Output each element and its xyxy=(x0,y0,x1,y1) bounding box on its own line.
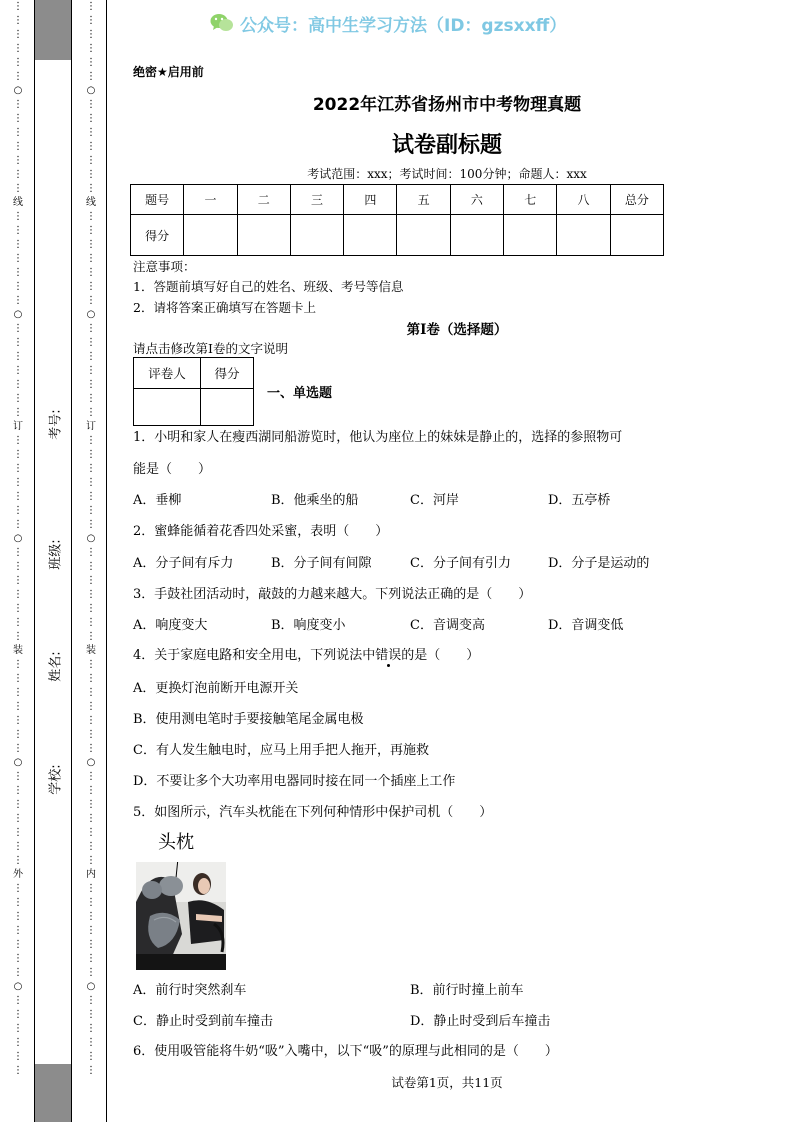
question-3: 3．手鼓社团活动时，敲鼓的力越来越大。下列说法正确的是（ ） xyxy=(133,587,532,602)
q1-option-d[interactable]: D．五亭桥 xyxy=(548,493,611,508)
binding-dot: ⋮ xyxy=(13,113,23,124)
binding-dot: ⋮ xyxy=(13,239,23,250)
binding-dot: ⋮ xyxy=(86,631,96,642)
binding-dot: ⋮ xyxy=(13,463,23,474)
binding-circle: ○ xyxy=(13,85,23,96)
binding-dot: ⋮ xyxy=(13,337,23,348)
score-header-cell: 四 xyxy=(344,185,397,215)
binding-dot: ⋮ xyxy=(86,785,96,796)
binding-dot: ⋮ xyxy=(86,295,96,306)
binding-dot: ⋮ xyxy=(13,435,23,446)
binding-dot: ⋮ xyxy=(13,841,23,852)
q2-option-b[interactable]: B．分子间有间隙 xyxy=(271,556,372,571)
binding-dot: ⋮ xyxy=(86,617,96,628)
binding-dot: ⋮ xyxy=(86,281,96,292)
q4-option-d[interactable]: D．不要让多个大功率用电器同时接在同一个插座上工作 xyxy=(133,774,456,789)
question-2: 2．蜜蜂能循着花香四处采蜜，表明（ ） xyxy=(133,524,389,539)
binding-dot: ⋮ xyxy=(86,939,96,950)
binding-dot: ⋮ xyxy=(86,687,96,698)
binding-dot: ⋮ xyxy=(13,617,23,628)
binding-dot: ⋮ xyxy=(86,1,96,12)
binding-dot: ⋮ xyxy=(13,169,23,180)
binding-circle: ○ xyxy=(13,981,23,992)
binding-dot: ⋮ xyxy=(13,393,23,404)
binding-dot: ⋮ xyxy=(13,939,23,950)
binding-dot: ⋮ xyxy=(13,519,23,530)
binding-dot: ⋮ xyxy=(86,365,96,376)
score-cell[interactable] xyxy=(610,215,663,256)
q5-option-b[interactable]: B．前行时撞上前车 xyxy=(410,983,524,998)
q4-option-b[interactable]: B．使用测电笔时手要接触笔尾金属电极 xyxy=(133,712,364,727)
question-1-line-2: 能是（ ） xyxy=(133,462,212,477)
binding-dot: ⋮ xyxy=(13,1,23,12)
binding-dot: ⋮ xyxy=(86,995,96,1006)
binding-dot: ⋮ xyxy=(86,113,96,124)
binding-dot: ⋮ xyxy=(86,561,96,572)
binding-dot: ⋮ xyxy=(86,883,96,894)
binding-dot: ⋮ xyxy=(13,267,23,278)
q5-option-a[interactable]: A．前行时突然刹车 xyxy=(133,983,247,998)
q2-option-a[interactable]: A．分子间有斥力 xyxy=(133,556,234,571)
binding-dot: ⋮ xyxy=(86,547,96,558)
score-cell[interactable] xyxy=(450,215,503,256)
binding-dot: ⋮ xyxy=(86,379,96,390)
grader-cell[interactable] xyxy=(134,389,201,426)
section-title: 第I卷（选择题） xyxy=(406,322,508,338)
secret-label: 绝密★启用前 xyxy=(133,65,204,79)
score-header-cell: 题号 xyxy=(131,185,184,215)
score-cell[interactable] xyxy=(504,215,557,256)
binding-mark: 订 xyxy=(86,421,96,432)
binding-dot: ⋮ xyxy=(86,911,96,922)
binding-dot: ⋮ xyxy=(13,925,23,936)
binding-dot: ⋮ xyxy=(13,1037,23,1048)
binding-dot: ⋮ xyxy=(13,449,23,460)
binding-dot: ⋮ xyxy=(86,169,96,180)
binding-dot: ⋮ xyxy=(13,225,23,236)
binding-dot: ⋮ xyxy=(86,127,96,138)
q4-option-a[interactable]: A．更换灯泡前断开电源开关 xyxy=(133,681,299,696)
question-5: 5．如图所示，汽车头枕能在下列何种情形中保护司机（ ） xyxy=(133,805,493,820)
binding-dot: ⋮ xyxy=(86,715,96,726)
figure-label-headrest: 头枕 xyxy=(158,832,194,853)
binding-dot: ⋮ xyxy=(13,407,23,418)
binding-dot: ⋮ xyxy=(86,1051,96,1062)
exam-info: 考试范围：xxx；考试时间：100分钟；命题人：xxx xyxy=(307,167,587,181)
binding-dot: ⋮ xyxy=(86,827,96,838)
binding-dot: ⋮ xyxy=(13,477,23,488)
binding-dot: ⋮ xyxy=(13,715,23,726)
grader-header: 得分 xyxy=(201,358,254,389)
binding-dot: ⋮ xyxy=(13,547,23,558)
binding-dot: ⋮ xyxy=(86,71,96,82)
binding-dot: ⋮ xyxy=(13,575,23,586)
score-header-cell: 总分 xyxy=(610,185,663,215)
binding-circle: ○ xyxy=(86,309,96,320)
q5-option-c[interactable]: C．静止时受到前车撞击 xyxy=(133,1014,273,1029)
part-title: 一、单选题 xyxy=(267,386,333,401)
binding-dot: ⋮ xyxy=(13,1023,23,1034)
binding-dot: ⋮ xyxy=(86,673,96,684)
binding-dot: ⋮ xyxy=(86,337,96,348)
question-4 xyxy=(133,648,479,664)
binding-dot: ⋮ xyxy=(86,435,96,446)
binding-dot: ⋮ xyxy=(86,729,96,740)
field-class: 班级: xyxy=(48,539,64,570)
binding-dot: ⋮ xyxy=(86,841,96,852)
binding-mark: 装 xyxy=(86,645,96,656)
binding-dot: ⋮ xyxy=(86,1037,96,1048)
binding-dot: ⋮ xyxy=(86,477,96,488)
binding-dot: ⋮ xyxy=(86,603,96,614)
binding-dot: ⋮ xyxy=(86,953,96,964)
grader-header: 评卷人 xyxy=(134,358,201,389)
binding-mark: 线 xyxy=(13,197,23,208)
binding-dot: ⋮ xyxy=(13,141,23,152)
score-header-cell: 五 xyxy=(397,185,450,215)
binding-dot: ⋮ xyxy=(86,43,96,54)
q3-option-d[interactable]: D．音调变低 xyxy=(548,618,624,633)
q5-option-d[interactable]: D．静止时受到后车撞击 xyxy=(410,1014,551,1029)
binding-dot: ⋮ xyxy=(13,659,23,670)
score-cell[interactable] xyxy=(290,215,343,256)
score-cell[interactable] xyxy=(184,215,237,256)
question-1-line-1: 1．小明和家人在瘦西湖同船游览时，他认为座位上的妹妹是静止的，选择的参照物可 xyxy=(133,430,623,445)
score-cell[interactable] xyxy=(344,215,397,256)
binding-dot: ⋮ xyxy=(13,995,23,1006)
binding-dot: ⋮ xyxy=(86,925,96,936)
binding-dot: ⋮ xyxy=(86,351,96,362)
binding-dot: ⋮ xyxy=(13,71,23,82)
binding-dot: ⋮ xyxy=(13,785,23,796)
binding-dot: ⋮ xyxy=(86,463,96,474)
binding-circle: ○ xyxy=(13,533,23,544)
binding-dot: ⋮ xyxy=(13,771,23,782)
binding-dot: ⋮ xyxy=(13,15,23,26)
watermark xyxy=(210,10,610,36)
q1-option-c[interactable]: C．河岸 xyxy=(410,493,459,508)
binding-mark: 订 xyxy=(13,421,23,432)
binding-dot: ⋮ xyxy=(86,1023,96,1034)
binding-grey-top xyxy=(35,0,71,60)
binding-dot: ⋮ xyxy=(13,729,23,740)
q1-option-a[interactable]: A．垂柳 xyxy=(133,493,182,508)
binding-dot: ⋮ xyxy=(86,575,96,586)
exam-title: 2022年江苏省扬州市中考物理真题 xyxy=(312,95,582,115)
binding-dot: ⋮ xyxy=(13,743,23,754)
binding-dot: ⋮ xyxy=(13,911,23,922)
score-table xyxy=(130,184,664,256)
binding-dot: ⋮ xyxy=(13,57,23,68)
binding-circle: ○ xyxy=(86,533,96,544)
score-cell[interactable] xyxy=(397,215,450,256)
binding-dot: ⋮ xyxy=(86,659,96,670)
binding-dot: ⋮ xyxy=(13,365,23,376)
score-header-cell: 八 xyxy=(557,185,610,215)
binding-dot: ⋮ xyxy=(13,43,23,54)
binding-dot: ⋮ xyxy=(86,491,96,502)
score-row-label: 得分 xyxy=(131,215,184,256)
section-hint: 请点击修改第I卷的文字说明 xyxy=(133,341,288,356)
score-table-score-row xyxy=(131,215,664,256)
page-footer: 试卷第1页，共11页 xyxy=(391,1075,503,1090)
watermark-text: 公众号：高中生学习方法（ID：gzsxxff） xyxy=(240,15,567,36)
grader-cell[interactable] xyxy=(201,389,254,426)
binding-dot: ⋮ xyxy=(86,519,96,530)
binding-dot: ⋮ xyxy=(13,1065,23,1076)
binding-dot: ⋮ xyxy=(13,589,23,600)
binding-dot: ⋮ xyxy=(13,379,23,390)
binding-dot: ⋮ xyxy=(86,393,96,404)
binding-dot: ⋮ xyxy=(13,827,23,838)
score-cell[interactable] xyxy=(237,215,290,256)
binding-dot: ⋮ xyxy=(13,211,23,222)
q3-option-b[interactable]: B．响度变小 xyxy=(271,618,346,633)
binding-dot: ⋮ xyxy=(13,491,23,502)
binding-dot: ⋮ xyxy=(13,295,23,306)
binding-mark: 外 xyxy=(13,869,23,880)
binding-circle: ○ xyxy=(86,757,96,768)
question-6: 6．使用吸管能将牛奶“吸”入嘴中，以下“吸”的原理与此相同的是（ ） xyxy=(133,1044,558,1059)
binding-circle: ○ xyxy=(13,757,23,768)
binding-dot: ⋮ xyxy=(13,29,23,40)
binding-dot: ⋮ xyxy=(86,57,96,68)
binding-dot: ⋮ xyxy=(86,799,96,810)
q3-option-c[interactable]: C．音调变高 xyxy=(410,618,485,633)
binding-dot: ⋮ xyxy=(13,855,23,866)
binding-dot: ⋮ xyxy=(86,813,96,824)
notice-title: 注意事项： xyxy=(133,259,196,274)
binding-circle: ○ xyxy=(86,981,96,992)
q2-option-c[interactable]: C．分子间有引力 xyxy=(410,556,511,571)
question-4-stem-emphasis: 错误 xyxy=(375,648,402,663)
score-header-cell: 三 xyxy=(290,185,343,215)
score-header-cell: 六 xyxy=(450,185,503,215)
binding-dot: ⋮ xyxy=(13,673,23,684)
binding-dot: ⋮ xyxy=(86,225,96,236)
score-header-cell: 七 xyxy=(504,185,557,215)
binding-dot: ⋮ xyxy=(13,183,23,194)
binding-dot: ⋮ xyxy=(86,211,96,222)
binding-dot: ⋮ xyxy=(13,351,23,362)
binding-mark: 内 xyxy=(86,869,96,880)
q4-option-c[interactable]: C．有人发生触电时，应马上用手把人拖开，再施救 xyxy=(133,743,429,758)
binding-circle: ○ xyxy=(86,85,96,96)
binding-dot: ⋮ xyxy=(13,99,23,110)
binding-dot: ⋮ xyxy=(13,127,23,138)
binding-dot: ⋮ xyxy=(13,813,23,824)
binding-dot: ⋮ xyxy=(86,267,96,278)
wechat-icon xyxy=(210,13,234,33)
binding-dot: ⋮ xyxy=(86,897,96,908)
binding-dot: ⋮ xyxy=(86,967,96,978)
grader-table xyxy=(133,357,254,426)
field-school: 学校: xyxy=(48,764,64,795)
binding-dot: ⋮ xyxy=(86,239,96,250)
binding-dot: ⋮ xyxy=(86,771,96,782)
binding-dot: ⋮ xyxy=(86,141,96,152)
score-table-header-row xyxy=(131,185,664,215)
binding-dot: ⋮ xyxy=(13,967,23,978)
binding-dot: ⋮ xyxy=(13,253,23,264)
exam-subtitle: 试卷副标题 xyxy=(391,133,502,158)
question-4-stem-a: 4．关于家庭电路和安全用电，下列说法中 xyxy=(133,648,376,663)
binding-dot: ⋮ xyxy=(86,701,96,712)
binding-dot: ⋮ xyxy=(86,183,96,194)
binding-dot: ⋮ xyxy=(13,799,23,810)
binding-dot: ⋮ xyxy=(86,99,96,110)
binding-dot: ⋮ xyxy=(13,603,23,614)
binding-dot: ⋮ xyxy=(13,281,23,292)
binding-dot: ⋮ xyxy=(86,855,96,866)
binding-mark: 线 xyxy=(86,197,96,208)
binding-dot: ⋮ xyxy=(86,29,96,40)
binding-dot: ⋮ xyxy=(13,1009,23,1020)
binding-dot: ⋮ xyxy=(13,631,23,642)
score-header-cell: 二 xyxy=(237,185,290,215)
q1-option-b[interactable]: B．他乘坐的船 xyxy=(271,493,359,508)
binding-dot: ⋮ xyxy=(13,701,23,712)
binding-dot: ⋮ xyxy=(86,323,96,334)
binding-dot: ⋮ xyxy=(86,1065,96,1076)
binding-circle: ○ xyxy=(13,309,23,320)
field-exam-number: 考号: xyxy=(48,409,64,440)
score-cell[interactable] xyxy=(557,215,610,256)
q3-option-a[interactable]: A．响度变大 xyxy=(133,618,208,633)
notice-item: 1．答题前填写好自己的姓名、班级、考号等信息 xyxy=(133,279,404,294)
binding-dot: ⋮ xyxy=(13,323,23,334)
binding-dot: ⋮ xyxy=(86,449,96,460)
binding-dot: ⋮ xyxy=(13,953,23,964)
headrest-car-photo xyxy=(136,862,226,970)
binding-dot: ⋮ xyxy=(86,15,96,26)
binding-dot: ⋮ xyxy=(86,155,96,166)
binding-dot: ⋮ xyxy=(13,897,23,908)
binding-dot: ⋮ xyxy=(13,561,23,572)
binding-dot: ⋮ xyxy=(86,407,96,418)
binding-mark: 装 xyxy=(13,645,23,656)
notice-item: 2．请将答案正确填写在答题卡上 xyxy=(133,300,316,315)
binding-dot: ⋮ xyxy=(13,155,23,166)
binding-dot: ⋮ xyxy=(86,505,96,516)
binding-dot: ⋮ xyxy=(86,743,96,754)
field-name: 姓名: xyxy=(48,651,64,682)
binding-dot: ⋮ xyxy=(13,505,23,516)
question-4-stem-c: 的是（ ） xyxy=(401,648,480,663)
binding-dot: ⋮ xyxy=(13,883,23,894)
binding-dot: ⋮ xyxy=(13,1051,23,1062)
score-header-cell: 一 xyxy=(184,185,237,215)
binding-dot: ⋮ xyxy=(86,253,96,264)
binding-dot: ⋮ xyxy=(86,589,96,600)
binding-dot: ⋮ xyxy=(86,1009,96,1020)
binding-dot: ⋮ xyxy=(13,687,23,698)
q2-option-d[interactable]: D．分子是运动的 xyxy=(548,556,650,571)
